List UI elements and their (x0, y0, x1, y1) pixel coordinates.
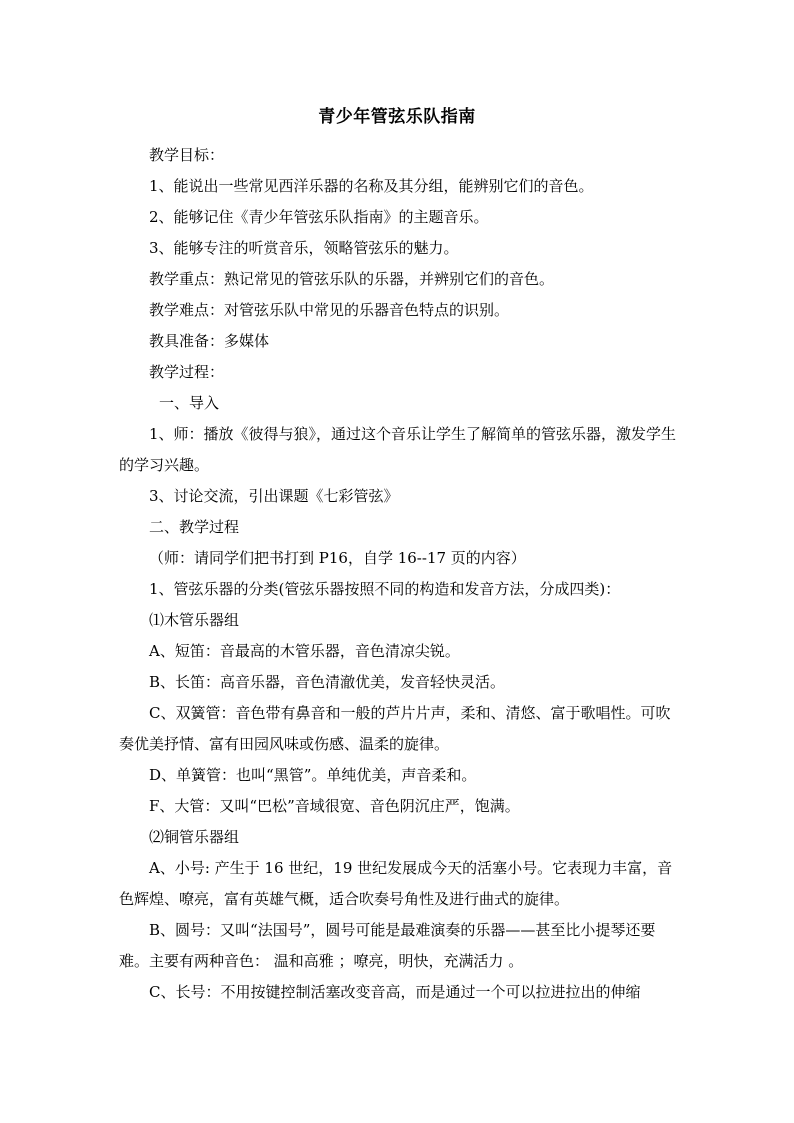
paragraph: 1、能说出一些常见西洋乐器的名称及其分组，能辨别它们的音色。 (149, 177, 594, 195)
paragraph: 1、管弦乐器的分类(管弦乐器按照不同的构造和发音方法，分成四类)： (149, 580, 621, 598)
paragraph: 教学难点：对管弦乐队中常见的乐器音色特点的识别。 (149, 301, 510, 319)
paragraph: C、双簧管：音色带有鼻音和一般的芦片片声，柔和、清悠、富于歌唱性。可吹奏优美抒情、富有田园风味或伤感、温柔的旋律。 (119, 704, 671, 753)
paragraph: 教学重点：熟记常见的管弦乐队的乐器，并辨别它们的音色。 (149, 270, 555, 288)
paragraph: F、大管：又叫“巴松”音域很宽、音色阴沉庄严，饱满。 (149, 797, 520, 815)
paragraph: 2、能够记住《青少年管弦乐队指南》的主题音乐。 (149, 208, 489, 226)
paragraph: B、长笛：高音乐器，音色清澈优美，发音轻快灵活。 (149, 673, 506, 691)
paragraph: 1、师：播放《彼得与狼》，通过这个音乐让学生了解简单的管弦乐器，激发学生的学习兴趣。 (119, 425, 677, 474)
paragraph: 教具准备：多媒体 (149, 332, 270, 350)
section-heading: 二、教学过程 (149, 518, 240, 536)
paragraph: C、长号：不用按键控制活塞改变音高，而是通过一个可以拉进拉出的伸缩 (149, 983, 641, 1001)
document-title: 青少年管弦乐队指南 (318, 107, 476, 127)
paragraph: 教学目标： (149, 146, 225, 164)
paragraph: A、短笛：音最高的木管乐器，音色清凉尖锐。 (149, 642, 460, 660)
subsection-heading: ⑴木管乐器组 (149, 611, 240, 629)
paragraph: 3、能够专注的听赏音乐，领略管弦乐的魅力。 (149, 239, 459, 257)
paragraph: 教学过程： (149, 363, 225, 381)
paragraph: D、单簧管：也叫“黑管”。单纯优美，声音柔和。 (149, 766, 477, 784)
document-body (119, 140, 681, 1008)
subsection-heading: ⑵铜管乐器组 (149, 828, 240, 846)
section-heading: 一、导入 (159, 394, 220, 412)
paragraph: 3、讨论交流，引出课题《七彩管弦》 (149, 487, 399, 505)
paragraph: （师：请同学们把书打到 P16，自学 16--17 页的内容） (149, 549, 526, 567)
paragraph: A、小号: 产生于 16 世纪，19 世纪发展成今天的活塞小号。它表现力丰富，音色辉煌、嘹亮，富有英雄气概，适合吹奏号角性及进行曲式的旋律。 (119, 859, 673, 908)
paragraph: B、圆号：又叫“法国号”，圆号可能是最难演奏的乐器——甚至比小提琴还要难。主要有两种音色： 温和高雅 ；嘹亮，明快，充满活力 。 (119, 921, 656, 970)
